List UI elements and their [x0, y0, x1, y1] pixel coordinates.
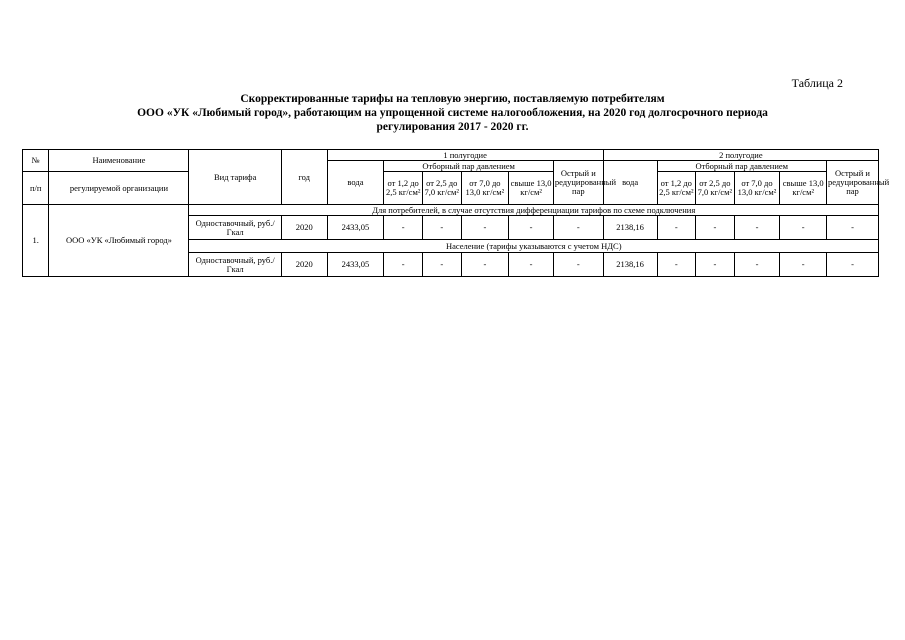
section-2-tariff-type: Одноставочный, руб./Гкал	[189, 253, 281, 277]
title-line-2: ООО «УК «Любимый город», работающим на упрощенной системе налогообложения, на 2020 год долгосрочного периода	[137, 107, 768, 119]
half2-header: 2 полугодие	[603, 150, 878, 161]
section-1-half1-p4: -	[509, 216, 554, 240]
num-header	[23, 150, 49, 172]
half1-pressure-col-2: от 2,5 до 7,0 кг/см²	[422, 172, 461, 205]
section-2-half1-p4: -	[509, 253, 554, 277]
half1-water-header: вода	[327, 161, 384, 205]
section-1-half2-sharp: -	[827, 216, 879, 240]
half1-header: 1 полугодие	[327, 150, 603, 161]
section-1-half2-p2: -	[696, 216, 735, 240]
half2-pressure-col-1: от 1,2 до 2,5 кг/см²	[657, 172, 696, 205]
half2-pressure-col-2: от 2,5 до 7,0 кг/см²	[696, 172, 735, 205]
section-2-half1-p3: -	[461, 253, 509, 277]
half1-sharp-steam-header: Острый и редуцированный пар	[553, 161, 603, 205]
org-header-line-2: регулируемой организации	[69, 182, 169, 193]
section-1-half1-water: 2433,05	[327, 216, 384, 240]
section-1-half1-p1: -	[384, 216, 423, 240]
half1-pressure-col-4: свыше 13,0 кг/см²	[509, 172, 554, 205]
num-header-line-2: п/п	[29, 182, 42, 193]
org-header-sub	[49, 172, 189, 205]
section-1-half1-p2: -	[422, 216, 461, 240]
section-2-half1-sharp: -	[553, 253, 603, 277]
header-row-3	[23, 172, 879, 185]
org-header-line-1: Наименование	[92, 155, 146, 165]
tariff-table	[22, 149, 890, 277]
section-1-half1-sharp: -	[553, 216, 603, 240]
section-2-title: Население (тарифы указываются с учетом НДС)	[189, 240, 879, 253]
table-number-label: Таблица 2	[791, 76, 843, 90]
document-title	[60, 92, 845, 134]
half1-steam-header: Отборный пар давлением	[384, 161, 554, 172]
title-line-1: Скорректированные тарифы на тепловую энергию, поставляемую потребителям	[240, 93, 665, 105]
section-1-half1-p3: -	[461, 216, 509, 240]
section-1-half2-p4: -	[780, 216, 827, 240]
num-header-line-1: №	[31, 155, 40, 165]
half2-pressure-col-3: от 7,0 до 13,0 кг/см²	[734, 172, 780, 205]
section-2-half2-p2: -	[696, 253, 735, 277]
org-header	[49, 150, 189, 172]
half1-pressure-col-1: от 1,2 до 2,5 кг/см²	[384, 172, 423, 205]
half2-water-header: вода	[603, 161, 657, 205]
section-2-half1-p2: -	[422, 253, 461, 277]
header-row-1	[23, 150, 879, 161]
half2-pressure-col-4: свыше 13,0 кг/см²	[780, 172, 827, 205]
section-1-half2-p3: -	[734, 216, 780, 240]
half2-sharp-steam-header: Острый и редуцированный пар	[827, 161, 879, 205]
section-2-half2-sharp: -	[827, 253, 879, 277]
section-1-year: 2020	[281, 216, 327, 240]
section-2-half2-p4: -	[780, 253, 827, 277]
half2-steam-header: Отборный пар давлением	[657, 161, 827, 172]
year-header: год	[281, 150, 327, 205]
org-name: ООО «УК «Любимый город»	[49, 205, 189, 277]
section-2-half2-water: 2138,16	[603, 253, 657, 277]
section-2-half2-p1: -	[657, 253, 696, 277]
section-1-half2-water: 2138,16	[603, 216, 657, 240]
section-1-half2-p1: -	[657, 216, 696, 240]
section-2-half1-water: 2433,05	[327, 253, 384, 277]
section-2-half2-p3: -	[734, 253, 780, 277]
half1-pressure-col-3: от 7,0 до 13,0 кг/см²	[461, 172, 509, 205]
section-1-tariff-type: Одноставочный, руб./Гкал	[189, 216, 281, 240]
section-1-title-row	[23, 205, 879, 216]
row-number: 1.	[23, 205, 49, 277]
section-2-year: 2020	[281, 253, 327, 277]
section-1-title: Для потребителей, в случае отсутствия дифференциации тарифов по схеме подключения	[189, 205, 879, 216]
tariff-type-header: Вид тарифа	[189, 150, 281, 205]
num-header-sub	[23, 172, 49, 205]
section-2-half1-p1: -	[384, 253, 423, 277]
title-line-3: регулирования 2017 - 2020 гг.	[376, 121, 529, 133]
